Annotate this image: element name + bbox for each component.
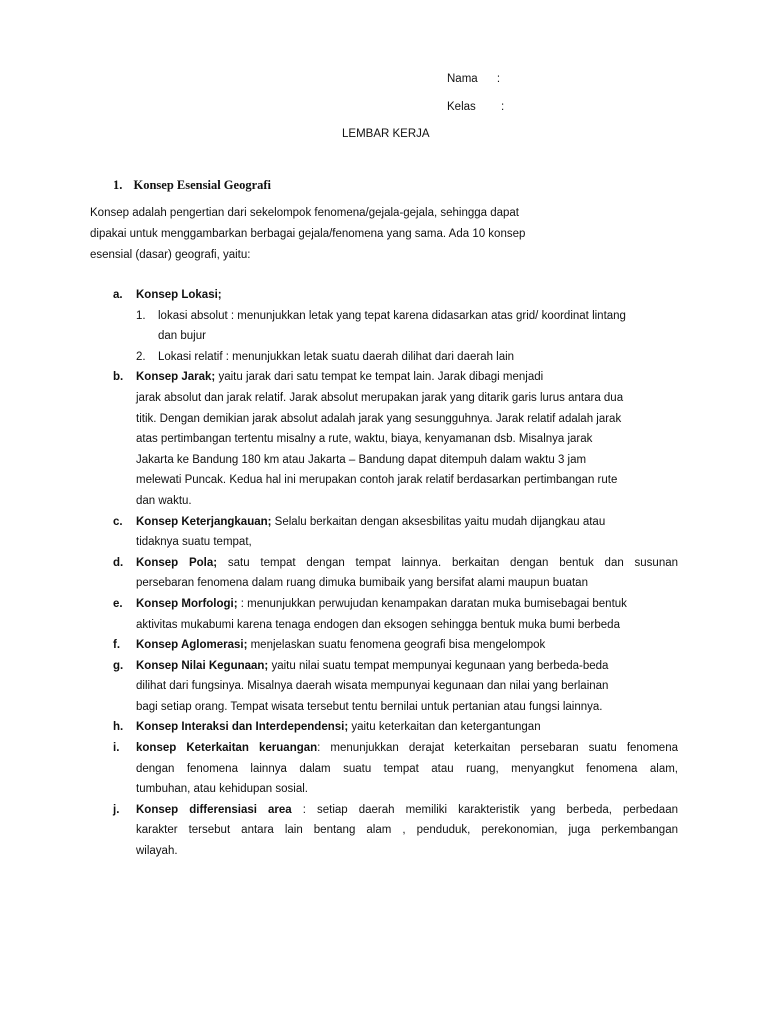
section-title: Konsep Esensial Geografi [133,178,272,192]
list-item-pola [0,553,768,594]
sub-text: Lokasi relatif : menunjukkan letak suatu daerah dilihat dari daerah lain [158,350,515,363]
list-item-interaksi [0,717,768,738]
concept-text: Jakarta ke Bandung 180 km atau Jakarta – Bandung dapat ditempuh dalam waktu 3 jam [136,453,587,466]
name-label: Nama [447,73,478,85]
list-item-jarak [0,367,768,511]
concept-text: : menunjukkan perwujudan kenampakan daratan muka bumisebagai bentuk [237,597,627,610]
list-marker: d. [113,556,124,569]
concept-text: titik. Dengan demikian jarak absolut adalah jarak yang sesungguhnya. Jarak relatif adalah jarak [136,412,622,425]
section-heading [113,178,271,193]
list-item-nilai-kegunaan [0,656,768,718]
concept-text: menjelaskan suatu fenomena geografi bisa mengelompok [247,639,546,652]
intro-line: esensial (dasar) geografi, yaitu: [90,249,251,261]
list-item-keterjangkauan [0,512,768,553]
concept-text: dengan fenomena lainnya dalam suatu tempat atau ruang, menyangkut fenomena alam, [136,762,678,775]
concept-text: : setiap daerah memiliki karakteristik yang berbeda, perbedaan [291,803,678,816]
concept-text: satu tempat dengan tempat lainnya. berkaitan dengan bentuk dan susunan [217,556,678,569]
concept-text: tumbuhan, atau kehidupan sosial. [136,783,308,796]
list-marker: i. [113,742,120,755]
concept-text: Selalu berkaitan dengan aksesbilitas yaitu mudah dijangkau atau [271,515,606,528]
list-marker: h. [113,721,124,734]
list-item-differensiasi-area [0,800,768,862]
intro-paragraph [90,203,690,266]
name-colon: : [496,73,501,85]
sub-marker: 2. [136,350,146,363]
concept-term: Konsep Lokasi; [136,289,222,301]
concept-text: dilihat dari fungsinya. Misalnya daerah wisata mempunyai kegunaan dan nilai yang berlainan [136,680,609,693]
concept-text: tidaknya suatu tempat, [136,536,252,549]
concept-text: yaitu jarak dari satu tempat ke tempat lain. Jarak dibagi menjadi [215,371,544,384]
list-item-lokasi [0,285,768,367]
list-marker: a. [113,289,123,301]
concept-text: persebaran fenomena dalam ruang dimuka bumibaik yang bersifat alami maupun buatan [136,577,588,590]
concept-term: Konsep differensiasi area [136,803,292,816]
section-number: 1. [113,178,123,192]
sub-item [0,347,768,368]
class-label: Kelas [447,101,476,113]
list-marker: b. [113,371,124,384]
concept-text: : menunjukkan derajat keterkaitan persebaran suatu fenomena [317,742,678,755]
concept-term: Konsep Nilai Kegunaan; [136,659,269,672]
concept-text: bagi setiap orang. Tempat wisata tersebut tentu bernilai untuk pertanian atau fungsi lainnya. [136,700,603,713]
class-field [447,101,504,113]
intro-line: dipakai untuk menggambarkan berbagai gejala/fenomena yang sama. Ada 10 konsep [90,228,526,240]
concept-term: Konsep Keterjangkauan; [136,515,272,528]
list-item-keterkaitan-keruangan [0,738,768,800]
class-colon: : [500,101,505,113]
concept-term: Konsep Morfologi; [136,597,238,610]
concept-term: konsep Keterkaitan keruangan [136,742,318,755]
concept-text: melewati Puncak. Kedua hal ini merupakan contoh jarak relatif berdasarkan pertimbangan rute [136,474,618,487]
concept-text: atas pertimbangan tertentu misalny a rute, waktu, biaya, kenyamanan dsb. Misalnya jarak [136,433,593,446]
list-marker: g. [113,659,124,672]
concept-term: Konsep Pola; [136,556,218,569]
concept-text: yaitu nilai suatu tempat mempunyai kegunaan yang berbeda-beda [268,659,609,672]
concept-text: wilayah. [136,845,178,858]
concept-text: jarak absolut dan jarak relatif. Jarak absolut merupakan jarak yang ditarik garis lurus antara dua [136,391,624,404]
list-marker: f. [113,639,121,652]
list-item-morfologi [0,594,768,635]
list-item-aglomerasi [0,635,768,656]
list-marker: j. [113,803,120,816]
concept-text: aktivitas mukabumi karena tenaga endogen dan eksogen sehingga bentuk muka bumi berbeda [136,618,620,631]
concept-text: karakter tersebut antara lain bentang alam , penduduk, perekonomian, juga perkembangan [136,824,678,837]
concept-text: dan waktu. [136,494,192,507]
concept-term: Konsep Aglomerasi; [136,639,248,652]
sub-text: lokasi absolut : menunjukkan letak yang tepat karena didasarkan atas grid/ koordinat lintang [158,309,626,322]
intro-line: Konsep adalah pengertian dari sekelompok fenomena/gejala-gejala, sehingga dapat [90,207,520,219]
sub-marker: 1. [136,309,146,322]
name-field [447,73,500,85]
concept-text: yaitu keterkaitan dan ketergantungan [348,721,541,734]
list-marker: e. [113,597,123,610]
list-marker: c. [113,515,123,528]
page-title: LEMBAR KERJA [342,128,430,140]
concept-term: Konsep Jarak; [136,371,216,384]
sub-item [0,306,768,347]
concept-term: Konsep Interaksi dan Interdependensi; [136,721,349,734]
concept-list [0,285,768,862]
sub-text: dan bujur [158,330,206,343]
